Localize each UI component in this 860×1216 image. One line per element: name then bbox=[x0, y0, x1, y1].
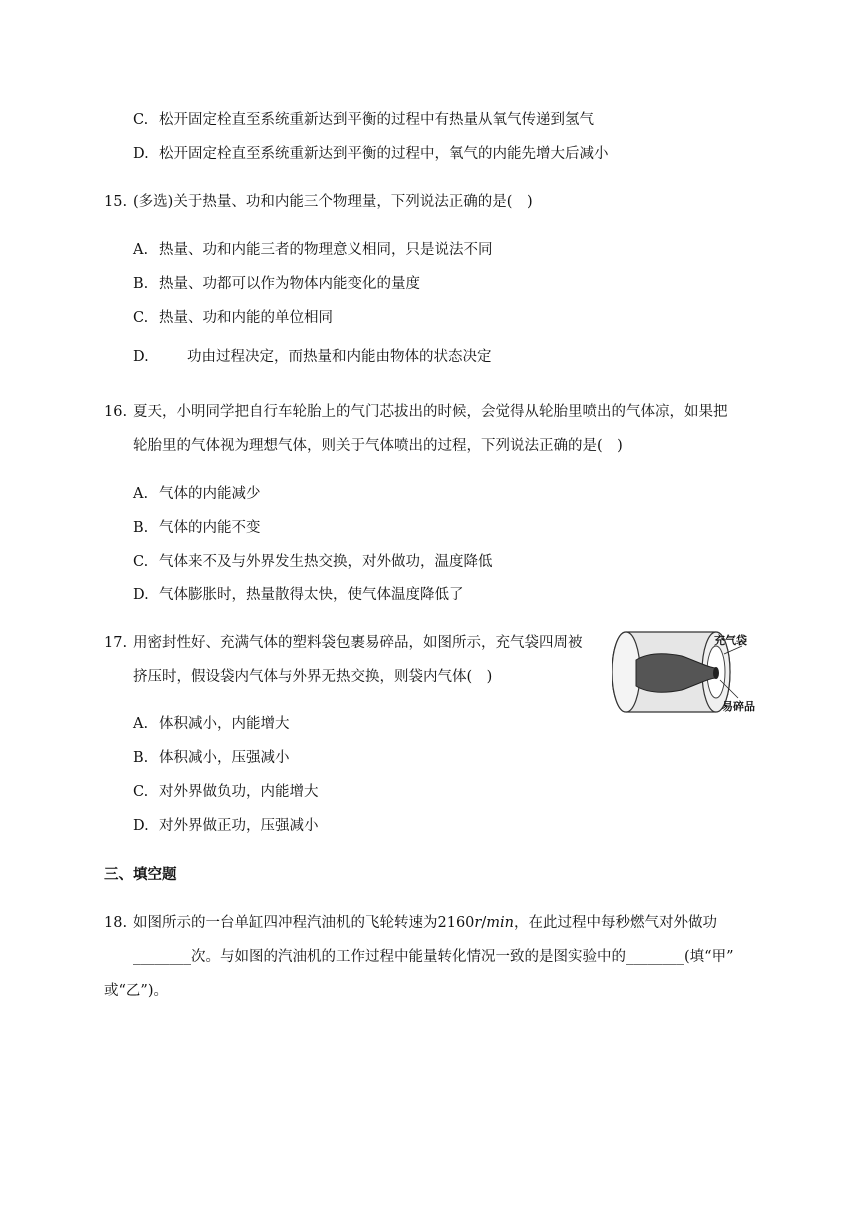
question-16-line-2: 轮胎里的气体视为理想气体，则关于气体喷出的过程，下列说法正确的是( ) bbox=[133, 438, 623, 454]
option-text: 体积减小，内能增大 bbox=[159, 716, 290, 732]
option-letter: C. bbox=[133, 784, 149, 800]
question-stem-line-1 bbox=[133, 913, 717, 933]
question-18-line-3: 或“乙”)。 bbox=[104, 983, 168, 999]
question-number: 15. bbox=[104, 194, 128, 210]
question-17-line-2: 挤压时，假设袋内气体与外界无热交换，则袋内气体( ) bbox=[133, 669, 493, 685]
option-letter: B. bbox=[133, 750, 149, 766]
speed-expression bbox=[438, 915, 514, 931]
q15-option-a bbox=[133, 240, 493, 260]
speed-value: 2160 bbox=[437, 915, 475, 931]
section-title: 三、填空题 bbox=[104, 867, 177, 883]
option-letter: B. bbox=[133, 276, 149, 292]
option-text: 功由过程决定，而热量和内能由物体的状态决定 bbox=[187, 349, 492, 365]
q17-option-b bbox=[133, 748, 290, 768]
question-stem: (多选)关于热量、功和内能三个物理量，下列说法正确的是( ) bbox=[133, 194, 533, 210]
q16-option-b bbox=[133, 518, 261, 538]
q15-option-d bbox=[133, 347, 492, 367]
option-text: 热量、功和内能的单位相同 bbox=[159, 310, 333, 326]
q17-option-d bbox=[133, 816, 319, 836]
question-number: 17. bbox=[104, 635, 128, 651]
q15-option-b bbox=[133, 274, 420, 294]
option-text: 热量、功都可以作为物体内能变化的量度 bbox=[159, 276, 420, 292]
q16-option-a bbox=[133, 484, 261, 504]
q16-option-d bbox=[133, 585, 464, 605]
stem-pre: 如图所示的一台单缸四冲程汽油机的飞轮转速为 bbox=[133, 915, 438, 931]
item-end bbox=[713, 667, 719, 679]
option-text: 气体来不及与外界发生热交换，对外做功，温度降低 bbox=[159, 554, 493, 570]
option-text: 对外界做负功，内能增大 bbox=[159, 784, 319, 800]
option-letter: C. bbox=[133, 310, 149, 326]
option-text: 松开固定栓直至系统重新达到平衡的过程中，氧气的内能先增大后减小 bbox=[159, 146, 609, 162]
speed-unit-r: r bbox=[474, 915, 482, 931]
option-letter: A. bbox=[133, 242, 149, 258]
question-18-line-2: ________次。与如图的汽油机的工作过程中能量转化情况一致的是图实验中的________(填“甲” bbox=[133, 949, 734, 965]
q14-option-c bbox=[133, 110, 594, 130]
option-text: 对外界做正功，压强减小 bbox=[159, 818, 319, 834]
q17-option-a bbox=[133, 714, 290, 734]
option-text: 气体的内能不变 bbox=[159, 520, 261, 536]
bag-label: 充气袋 bbox=[714, 634, 747, 647]
option-letter: D. bbox=[133, 818, 149, 834]
speed-unit-slash: / bbox=[481, 915, 487, 931]
option-letter: D. bbox=[133, 146, 149, 162]
question-stem-line-1: 用密封性好、充满气体的塑料袋包裹易碎品，如图所示，充气袋四周被 bbox=[133, 635, 583, 651]
option-text: 热量、功和内能三者的物理意义相同，只是说法不同 bbox=[159, 242, 493, 258]
option-text: 体积减小，压强减小 bbox=[159, 750, 290, 766]
item-label: 易碎品 bbox=[722, 700, 755, 713]
option-letter: C. bbox=[133, 112, 149, 128]
option-text: 气体的内能减少 bbox=[159, 486, 261, 502]
option-letter: A. bbox=[133, 716, 149, 732]
question-number: 16. bbox=[104, 404, 128, 420]
q14-option-d bbox=[133, 144, 609, 164]
q17-option-c bbox=[133, 782, 319, 802]
question-number: 18. bbox=[104, 915, 128, 931]
speed-unit-min: min bbox=[486, 915, 514, 931]
question-stem-line-1: 夏天，小明同学把自行车轮胎上的气门芯拔出的时候，会觉得从轮胎里喷出的气体凉，如果把 bbox=[133, 404, 728, 420]
option-text: 气体膨胀时，热量散得太快，使气体温度降低了 bbox=[159, 587, 464, 603]
option-letter: D. bbox=[133, 587, 149, 603]
option-letter: C. bbox=[133, 554, 149, 570]
option-letter: B. bbox=[133, 520, 149, 536]
option-text: 松开固定栓直至系统重新达到平衡的过程中有热量从氧气传递到氢气 bbox=[159, 112, 594, 128]
stem-post: ，在此过程中每秒燃气对外做功 bbox=[513, 915, 717, 931]
q15-option-c bbox=[133, 308, 333, 328]
air-bag-figure bbox=[612, 624, 762, 720]
option-letter: A. bbox=[133, 486, 149, 502]
option-letter: D. bbox=[133, 349, 149, 365]
q16-option-c bbox=[133, 552, 493, 572]
